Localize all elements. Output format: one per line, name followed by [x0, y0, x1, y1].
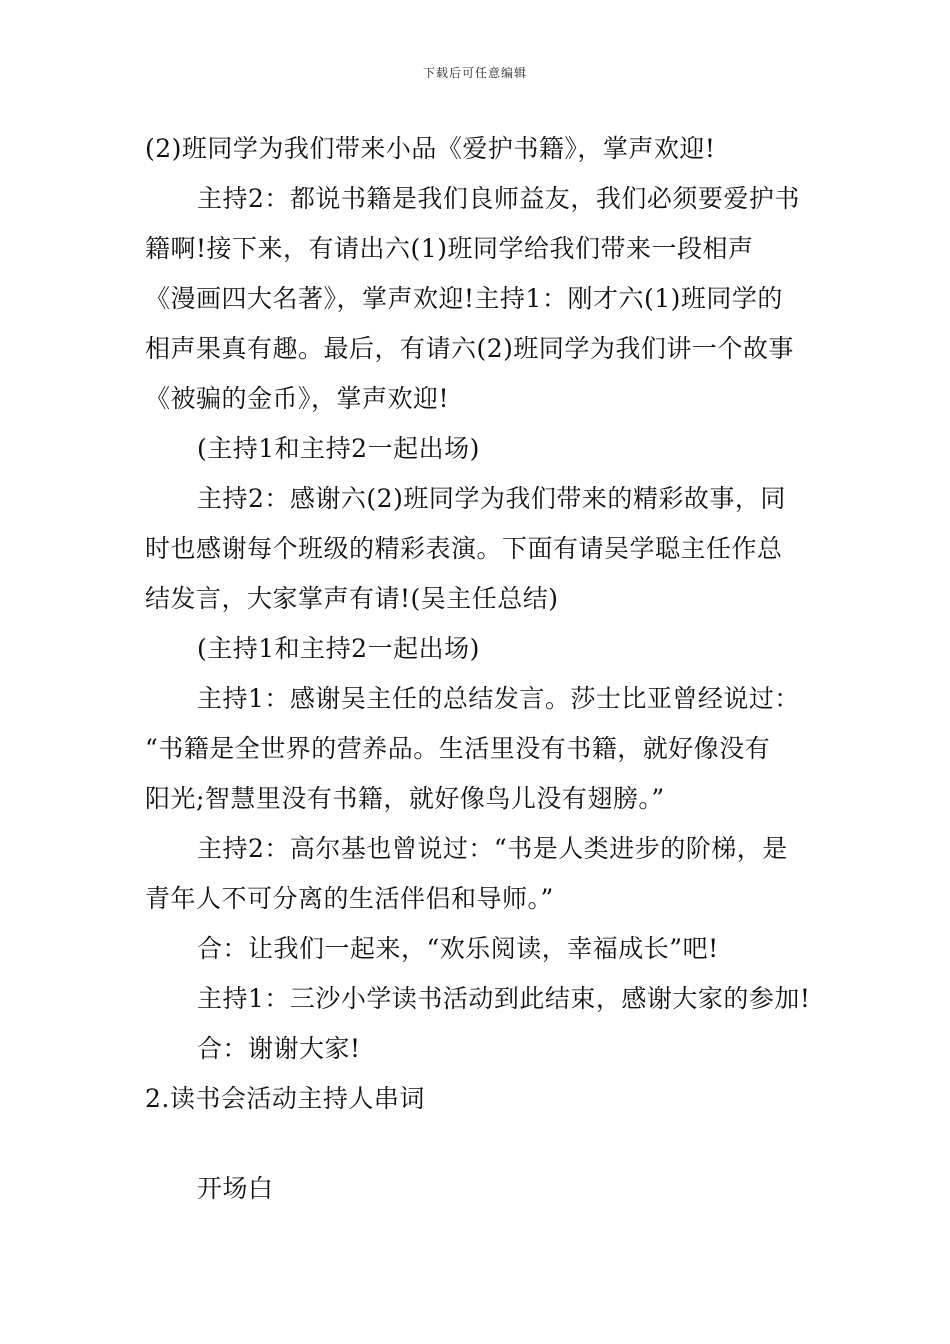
paragraph-line: 时也感谢每个班级的精彩表演。下面有请吴学聪主任作总 — [145, 534, 783, 563]
paragraph-line: “书籍是全世界的营养品。生活里没有书籍，就好像没有 — [145, 734, 771, 763]
stage-direction: (主持1和主持2一起出场) — [197, 634, 480, 663]
section-heading: 2.读书会活动主持人串词 — [145, 1084, 425, 1113]
paragraph-line: 合：谢谢大家! — [197, 1034, 361, 1063]
paragraph-line: 青年人不可分离的生活伴侣和导师。” — [145, 884, 554, 913]
paragraph-line: 主持2：都说书籍是我们良师益友，我们必须要爱护书 — [197, 184, 800, 213]
page-header: 下载后可任意编辑 — [422, 66, 527, 80]
spacer — [145, 1124, 815, 1164]
section-subtitle: 开场白 — [197, 1174, 274, 1203]
paragraph-line: 《漫画四大名著》，掌声欢迎!主持1：刚才六(1)班同学的 — [145, 284, 783, 313]
paragraph-line: 主持2：感谢六(2)班同学为我们带来的精彩故事，同 — [197, 484, 786, 513]
stage-direction: (主持1和主持2一起出场) — [197, 434, 480, 463]
paragraph-line: 主持1：三沙小学读书活动到此结束，感谢大家的参加! — [197, 984, 811, 1013]
paragraph-line: 相声果真有趣。最后，有请六(2)班同学为我们讲一个故事 — [145, 334, 794, 363]
paragraph-line: 主持1：感谢吴主任的总结发言。莎士比亚曾经说过： — [197, 684, 800, 713]
paragraph-line: 《被骗的金币》，掌声欢迎! — [145, 384, 450, 413]
paragraph-line: (2)班同学为我们带来小品《爱护书籍》，掌声欢迎! — [145, 134, 716, 163]
paragraph-line: 籍啊!接下来，有请出六(1)班同学给我们带来一段相声 — [145, 234, 754, 263]
paragraph-line: 主持2：高尔基也曾说过：“书是人类进步的阶梯，是 — [197, 834, 788, 863]
paragraph-line: 阳光;智慧里没有书籍，就好像鸟儿没有翅膀。” — [145, 784, 665, 813]
paragraph-line: 合：让我们一起来，“欢乐阅读，幸福成长”吧! — [197, 934, 719, 963]
document-body — [145, 124, 815, 1214]
paragraph-line: 结发言，大家掌声有请!(吴主任总结) — [145, 584, 559, 613]
